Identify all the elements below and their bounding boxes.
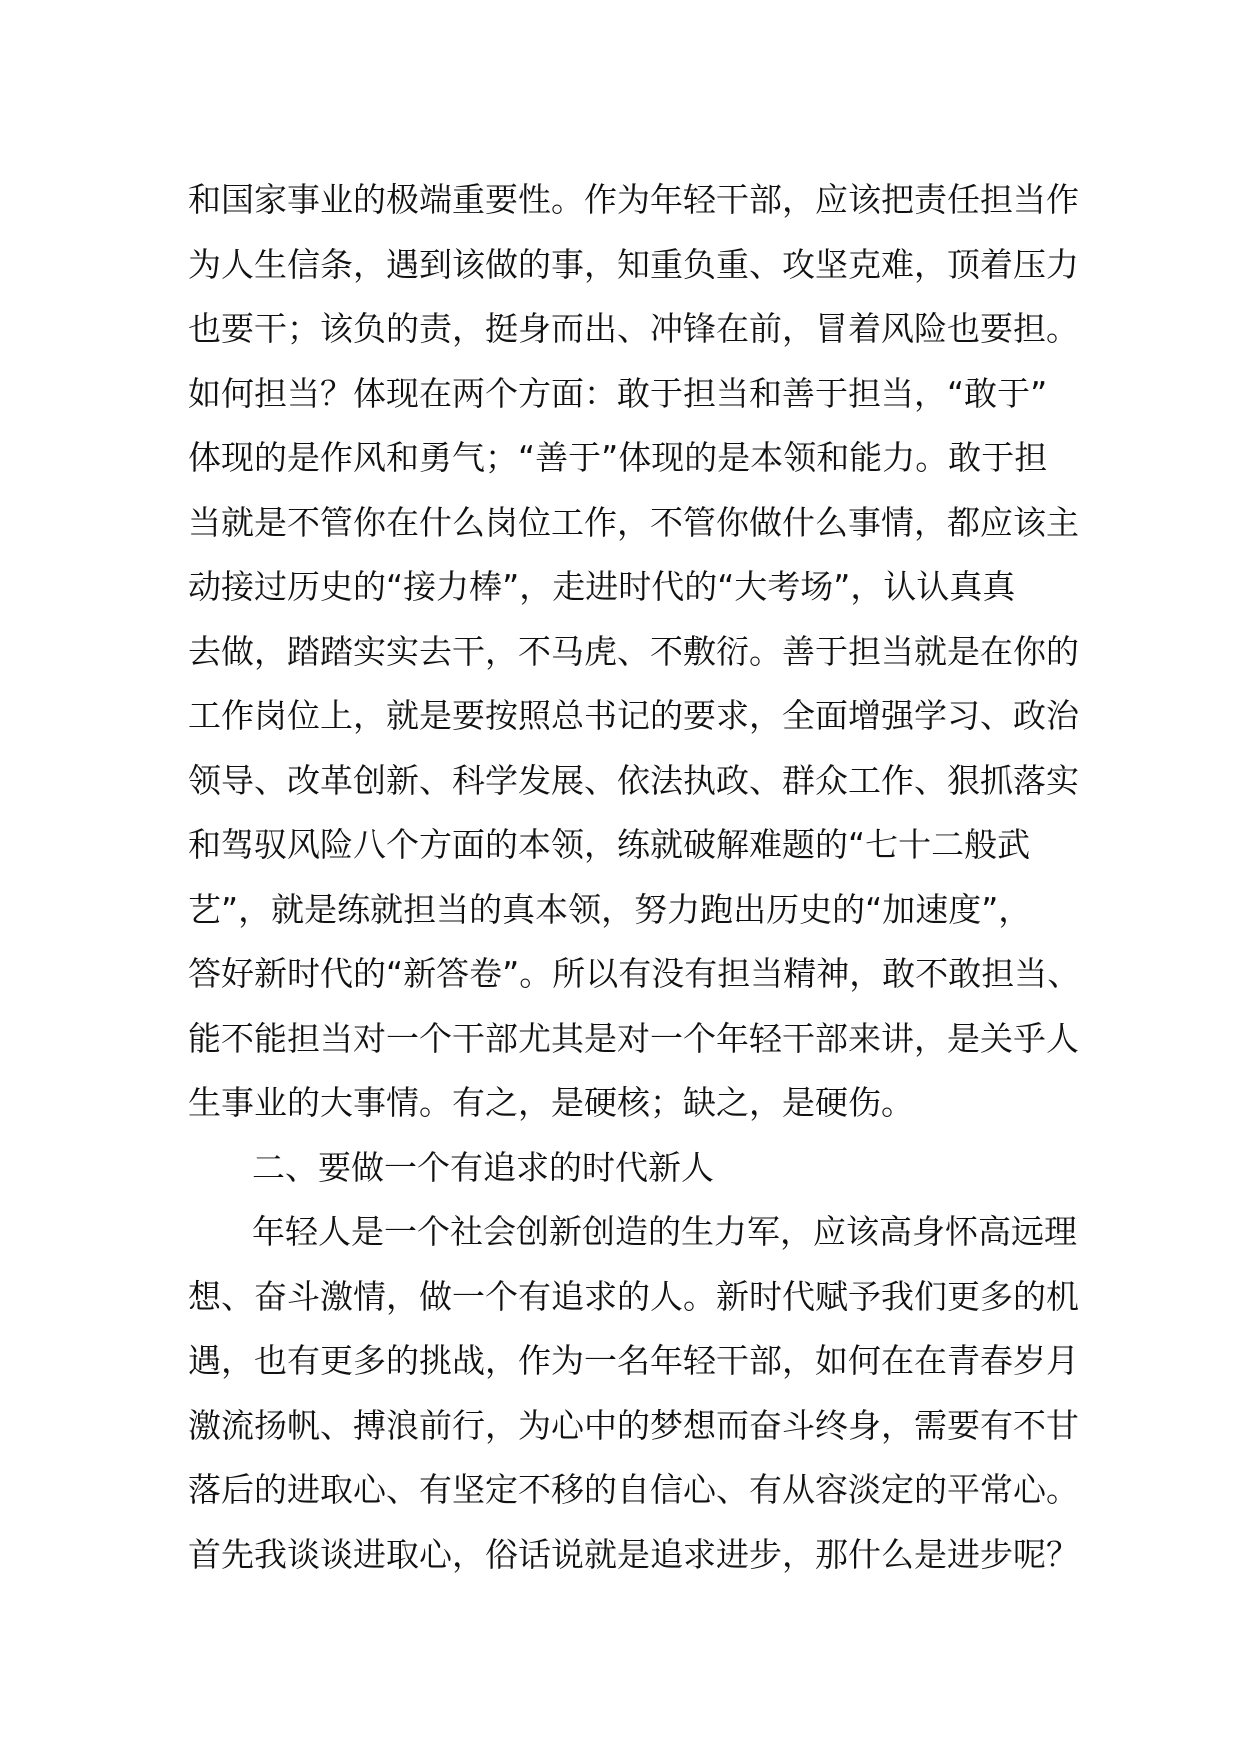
text-line: 和国家事业的极端重要性。作为年轻干部，应该把责任担当作 [188,180,1079,219]
text-line: 当就是不管你在什么岗位工作，不管你做什么事情，都应该主 [188,502,1079,542]
text-line: 领导、改革创新、科学发展、依法执政、群众工作、狠抓落实 [188,760,1079,800]
document-body [188,168,1081,1587]
text-line: 答好新时代的“新答卷”。所以有没有担当精神，敢不敢担当、 [188,954,1081,993]
text-line: 去做，踏踏实实去干，不马虎、不敷衍。善于担当就是在你的 [188,631,1079,671]
text-line: 和驾驭风险八个方面的本领，练就破解难题的“七十二般武 [188,825,1031,864]
text-line: 首先我谈谈进取心，俗话说就是追求进步，那什么是进步呢？ [188,1534,1079,1574]
section-heading: 二、要做一个有追求的时代新人 [252,1147,714,1187]
text-line: 为人生信条，遇到该做的事，知重负重、攻坚克难，顶着压力 [188,244,1079,284]
text-line: 艺”，就是练就担当的真本领，努力跑出历史的“加速度”， [188,889,1032,929]
text-line: 想、奋斗激情，做一个有追求的人。新时代赋予我们更多的机 [188,1276,1079,1316]
text-line: 遇，也有更多的挑战，作为一名年轻干部，如何在在青春岁月 [188,1341,1079,1380]
text-line: 工作岗位上，就是要按照总书记的要求，全面增强学习、政治 [188,696,1079,735]
text-line: 如何担当？体现在两个方面：敢于担当和善于担当，“敢于” [188,373,1048,413]
text-line: 能不能担当对一个干部尤其是对一个年轻干部来讲，是关乎人 [188,1018,1079,1058]
text-line: 年轻人是一个社会创新创造的生力军，应该高身怀高远理 [252,1212,1077,1251]
text-line: 激流扬帆、搏浪前行，为心中的梦想而奋斗终身，需要有不甘 [188,1405,1079,1445]
text-line: 体现的是作风和勇气；“善于”体现的是本领和能力。敢于担 [188,438,1048,477]
text-line: 动接过历史的“接力棒”，走进时代的“大考场”，认认真真 [188,567,1016,606]
text-line: 也要干；该负的责，挺身而出、冲锋在前，冒着风险也要担。 [188,309,1079,348]
text-line: 生事业的大事情。有之，是硬核；缺之，是硬伤。 [188,1083,914,1122]
text-line: 落后的进取心、有坚定不移的自信心、有从容淡定的平常心。 [188,1470,1079,1509]
